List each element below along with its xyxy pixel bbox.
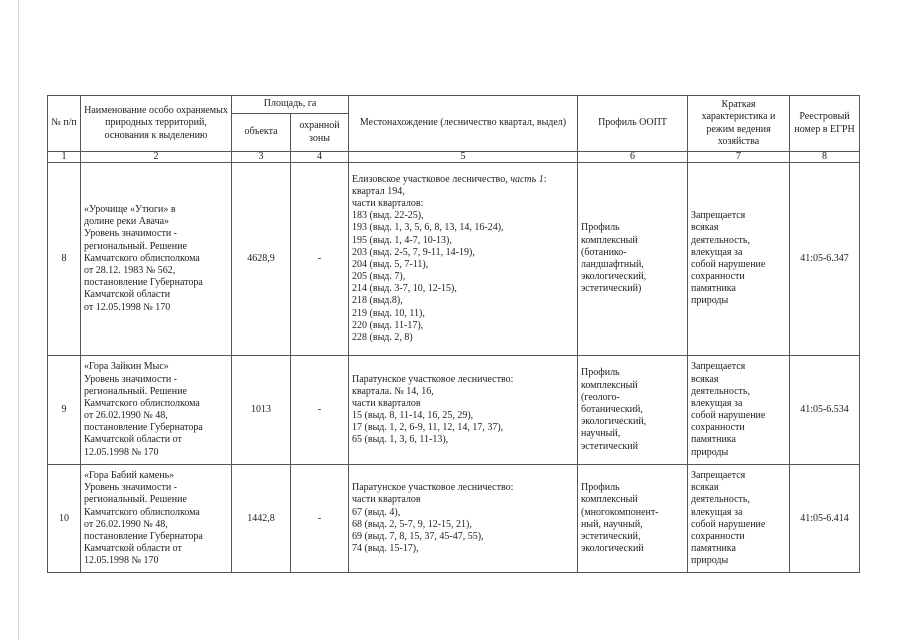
- table-row: [48, 355, 860, 465]
- header-area-object: объекта: [232, 114, 291, 152]
- regime: Запрещается всякая деятельность, влекущая за собой нарушение сохранности памятника природы: [688, 465, 790, 573]
- column-number: 5: [349, 152, 578, 163]
- column-number: 8: [790, 152, 860, 163]
- area-object: 1013: [232, 355, 291, 465]
- area-zone: -: [291, 355, 349, 465]
- header-name: Наименование особо охраняемых природных территорий, основания к выделению: [81, 96, 232, 152]
- header-area: Площадь, га: [232, 96, 349, 114]
- profile: Профиль комплексный (многокомпонент- ный, научный, эстетический, экологический: [578, 465, 688, 573]
- column-number: 1: [48, 152, 81, 163]
- header-area-zone: охранной зоны: [291, 114, 349, 152]
- area-name: «Гора Зайкин Мыс» Уровень значимости - региональный. Решение Камчатского облисполкома от 26.02.1990 № 48, постановление Губернатора Камчатской области от 12.05.1998 № 170: [81, 355, 232, 465]
- row-number: 8: [48, 163, 81, 356]
- registry-number: 41:05-6.414: [790, 465, 860, 573]
- column-number: 7: [688, 152, 790, 163]
- header-registry: Реестровый номер в ЕГРН: [790, 96, 860, 152]
- profile: Профиль комплексный (ботанико- ландшафтный, экологический, эстетический): [578, 163, 688, 356]
- area-object: 1442,8: [232, 465, 291, 573]
- location: Елизовское участковое лесничество, часть 1: квартал 194, части кварталов: 183 (выд. 22-25), 193 (выд. 1, 3, 5, 6, 8, 13, 14, 16-24), 195 (выд. 1, 4-7, 10-13), 203 (выд. 2-5, 7, 9-11, 14-19), 204 (выд. 5, 7-11), 205 (выд. 7), 214 (выд. 3-7, 10, 12-15), 218 (выд.8), 219 (выд. 10, 11), 220 (выд. 11-17), 228 (выд. 2, 8): [349, 163, 578, 356]
- column-number: 3: [232, 152, 291, 163]
- area-zone: -: [291, 465, 349, 573]
- header-profile: Профиль ООПТ: [578, 96, 688, 152]
- table-row: [48, 163, 860, 356]
- page-margin-line: [18, 0, 19, 640]
- header-num: № п/п: [48, 96, 81, 152]
- regime: Запрещается всякая деятельность, влекущая за собой нарушение сохранности памятника природы: [688, 163, 790, 356]
- area-zone: -: [291, 163, 349, 356]
- profile: Профиль комплексный (геолого- ботанический, экологический, научный, эстетический: [578, 355, 688, 465]
- area-name: «Гора Бабий камень» Уровень значимости - региональный. Решение Камчатского облисполкома от 26.02.1990 № 48, постановление Губернатора Камчатской области от 12.05.1998 № 170: [81, 465, 232, 573]
- row-number: 10: [48, 465, 81, 573]
- regime: Запрещается всякая деятельность, влекущая за собой нарушение сохранности памятника природы: [688, 355, 790, 465]
- header-location: Местонахождение (лесничество квартал, выдел): [349, 96, 578, 152]
- registry-number: 41:05-6.534: [790, 355, 860, 465]
- registry-number: 41:05-6.347: [790, 163, 860, 356]
- row-number: 9: [48, 355, 81, 465]
- column-number: 2: [81, 152, 232, 163]
- protected-areas-table: [47, 95, 860, 573]
- table-row: [48, 465, 860, 573]
- column-number: 6: [578, 152, 688, 163]
- area-name: «Урочище «Утюги» в долине реки Авача» Уровень значимости - региональный. Решение Камчатского облисполкома от 28.12. 1983 № 562, постановление Губернатора Камчатской области от 12.05.1998 № 170: [81, 163, 232, 356]
- column-number: 4: [291, 152, 349, 163]
- location: Паратунское участковое лесничество: части кварталов 67 (выд. 4), 68 (выд. 2, 5-7, 9, 12-15, 21), 69 (выд. 7, 8, 15, 37, 45-47, 55), 74 (выд. 15-17),: [349, 465, 578, 573]
- header-regime: Краткая характеристика и режим ведения хозяйства: [688, 96, 790, 152]
- area-object: 4628,9: [232, 163, 291, 356]
- location: Паратунское участковое лесничество: квартала. № 14, 16, части кварталов 15 (выд. 8, 11-14, 16, 25, 29), 17 (выд. 1, 2, 6-9, 11, 12, 14, 17, 37), 65 (выд. 1, 3, 6, 11-13),: [349, 355, 578, 465]
- column-number-row: [48, 152, 860, 163]
